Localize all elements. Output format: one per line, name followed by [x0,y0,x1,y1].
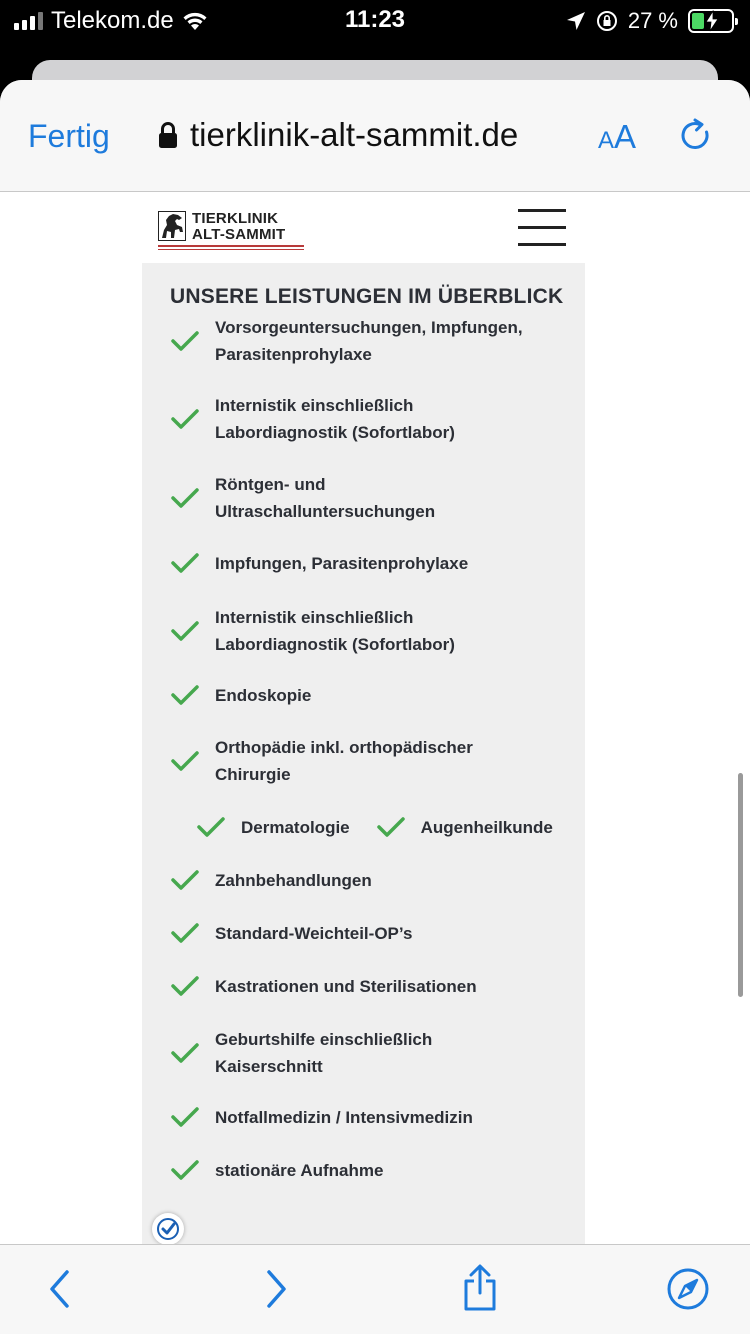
logo-text [192,211,285,243]
status-time: 11:23 [344,6,406,33]
done-button[interactable]: Fertig [28,118,110,154]
services-section [142,263,585,1247]
service-item-line: Augenheilkunde [420,817,553,837]
service-item-line: Standard-Weichteil-OP’s [215,923,413,943]
battery-percent: 27 % [627,8,678,33]
status-right [566,6,734,36]
service-item-line: Orthopädie inkl. orthopädischer [215,738,473,757]
checkmark-icon [170,619,200,643]
text-size-small-label: A [598,127,615,154]
checkmark-icon [170,868,200,892]
service-item-label [215,867,372,894]
service-item-label [215,1157,383,1184]
service-item-label [215,392,455,446]
service-item-line: Röntgen- und [215,475,326,494]
checkmark-icon [170,1041,200,1065]
service-item [170,549,570,577]
service-item-line: Notfallmedizin / Intensivmedizin [215,1107,473,1127]
service-item-label [215,682,311,709]
site-logo[interactable] [158,211,304,251]
checkmark-icon [170,1105,200,1129]
service-item-label [241,814,350,841]
service-item-label [215,314,523,368]
web-page [0,193,750,1247]
service-item-label [215,550,468,577]
service-item [170,972,570,1000]
service-item-label [215,734,473,788]
service-item [170,681,570,709]
checkmark-icon [170,407,200,431]
service-item-label [215,973,477,1000]
service-item-line: Internistik einschließlich [215,608,414,627]
checkmark-icon [170,974,200,998]
service-item [170,1025,570,1081]
service-item-line: Geburtshilfe einschließlich [215,1030,433,1049]
service-item [170,1156,570,1184]
service-item-line: Dermatologie [241,817,350,837]
service-item-label [215,471,435,525]
service-item-line: Labordiagnostik (Sofortlabor) [215,423,455,442]
reload-icon[interactable] [678,118,714,154]
checkmark-icon [170,921,200,945]
compass-icon[interactable] [666,1267,710,1311]
service-item-line: stationäre Aufnahme [215,1160,384,1180]
service-item [170,391,570,447]
browser-nav-bar [0,80,750,192]
service-item [170,313,570,369]
forward-arrow-icon[interactable] [252,1267,296,1311]
text-size-button[interactable] [598,118,636,156]
service-item-line: Endoskopie [215,685,312,705]
location-arrow-icon [566,11,586,31]
rotation-lock-icon [596,10,618,32]
service-item-line: Ultraschalluntersuchungen [215,502,436,521]
horse-logo-icon [158,211,186,241]
checkmark-icon [196,815,226,839]
service-item [170,866,570,894]
service-item-line: Internistik einschließlich [215,396,414,415]
checkmark-icon [170,551,200,575]
service-item [170,603,570,659]
service-item [170,1103,570,1131]
status-bar [0,0,750,44]
service-item [170,919,570,947]
logo-line-2: ALT-SAMMIT [192,226,286,243]
shield-check-icon [152,1213,184,1245]
logo-line-1: TIERKLINIK [192,210,279,227]
lock-icon [158,121,178,149]
service-item-pair [170,814,553,841]
service-item-label [215,920,412,947]
checkmark-icon [376,815,406,839]
service-item [170,733,570,789]
carrier-label: Telekom.de [51,7,174,34]
logo-underline [158,245,304,247]
safari-view-sheet [0,80,750,1334]
service-item [170,470,570,526]
section-title: UNSERE LEISTUNGEN IM ÜBERBLICK [170,285,564,308]
checkmark-icon [170,486,200,510]
text-size-big-label: A [614,118,637,155]
service-item-line: Zahnbehandlungen [215,870,372,890]
logo-underline-thin [158,249,304,250]
back-arrow-icon[interactable] [40,1267,84,1311]
site-header [142,193,585,263]
service-item-line: Chirurgie [215,765,291,784]
browser-toolbar [0,1244,750,1334]
service-item-label [215,1104,473,1131]
share-icon[interactable] [458,1263,502,1313]
trust-badge[interactable] [152,1213,184,1245]
service-item-label [421,814,553,841]
checkmark-icon [170,329,200,353]
service-item-line: Kaiserschnitt [215,1057,323,1076]
menu-button[interactable] [518,209,566,247]
checkmark-icon [170,1158,200,1182]
service-item-line: Impfungen, Parasitenprohylaxe [215,553,469,573]
service-item-line: Kastrationen und Sterilisationen [215,976,477,996]
checkmark-icon [170,749,200,773]
service-item-label [215,1026,432,1080]
service-item-label [215,604,455,658]
service-item-line: Labordiagnostik (Sofortlabor) [215,635,455,654]
url-text: tierklinik-alt-sammit.de [190,116,519,153]
address-bar[interactable] [158,116,518,154]
scroll-indicator[interactable] [738,773,743,997]
service-item-line: Vorsorgeuntersuchungen, Impfungen, [215,318,523,337]
battery-icon [688,9,734,33]
service-item-line: Parasitenprohylaxe [215,345,372,364]
checkmark-icon [170,683,200,707]
service-item [170,813,570,841]
